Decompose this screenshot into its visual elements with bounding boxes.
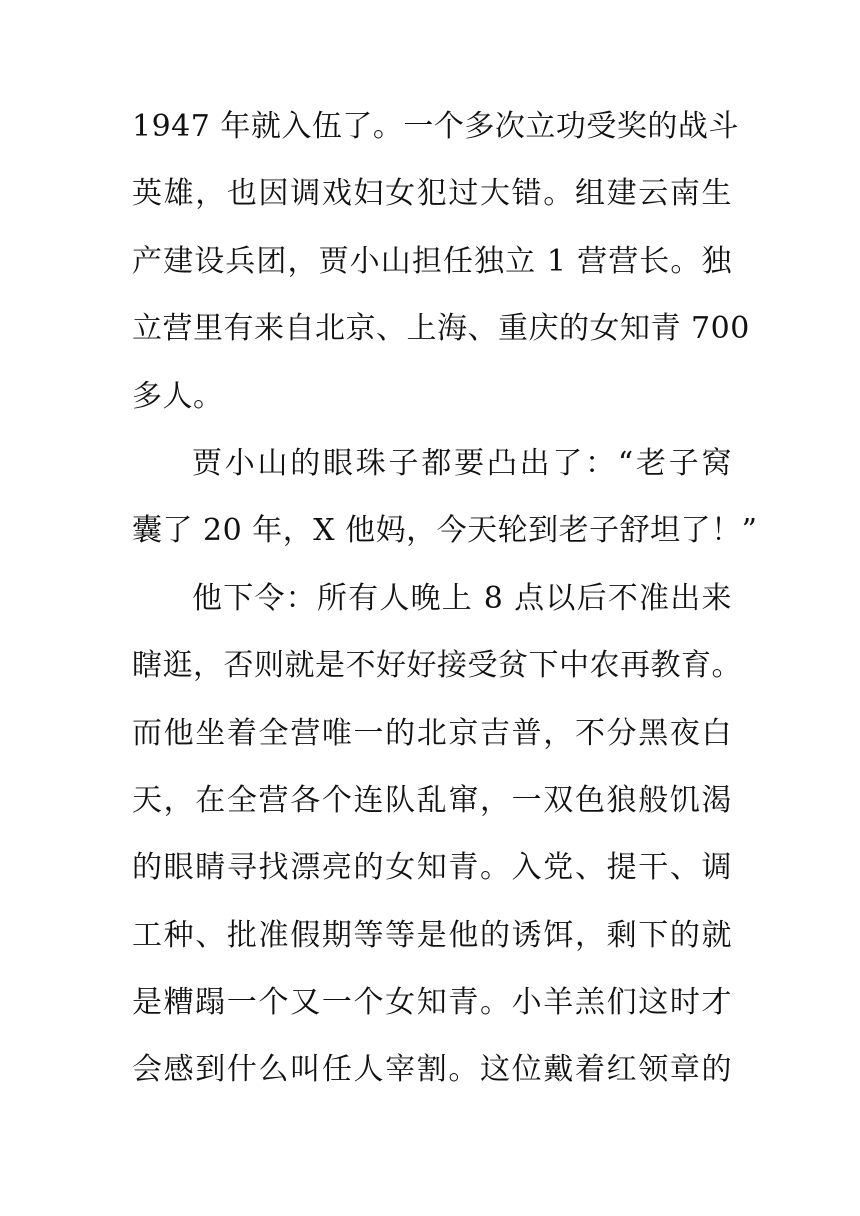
text-line: 囊了 20 年，X 他妈，今天轮到老子舒坦了！” [132,513,758,549]
body-text [132,108,758,1119]
text-line: 的眼睛寻找漂亮的女知青。入党、提干、调 [132,850,732,886]
text-line: 1947 年就入伍了。一个多次立功受奖的战斗 [132,109,739,144]
text-line: 工种、批准假期等等是他的诱饵，剩下的就 [132,917,732,953]
text-line: 立营里有来自北京、上海、重庆的女知青 700 [132,311,750,347]
text-line: 会感到什么叫任人宰割。这位戴着红领章的 [132,1052,732,1088]
text-line: 而他坐着全营唯一的北京吉普，不分黑夜白 [132,715,732,751]
text-line: 产建设兵团，贾小山担任独立 1 营营长。独 [132,243,732,279]
text-line: 天，在全营各个连队乱窜，一双色狼般饥渴 [132,782,732,818]
paragraph-start-line: 贾小山的眼珠子都要凸出了：“老子窝 [192,445,732,481]
paragraph-start-line: 他下令：所有人晚上 8 点以后不准出来 [192,580,732,616]
text-line: 瞎逛，否则就是不好好接受贫下中农再教育。 [132,648,742,684]
text-line: 多人。 [132,378,224,414]
text-line: 英雄，也因调戏妇女犯过大错。组建云南生 [132,176,732,212]
text-line: 是糟蹋一个又一个女知青。小羊羔们这时才 [132,985,732,1021]
